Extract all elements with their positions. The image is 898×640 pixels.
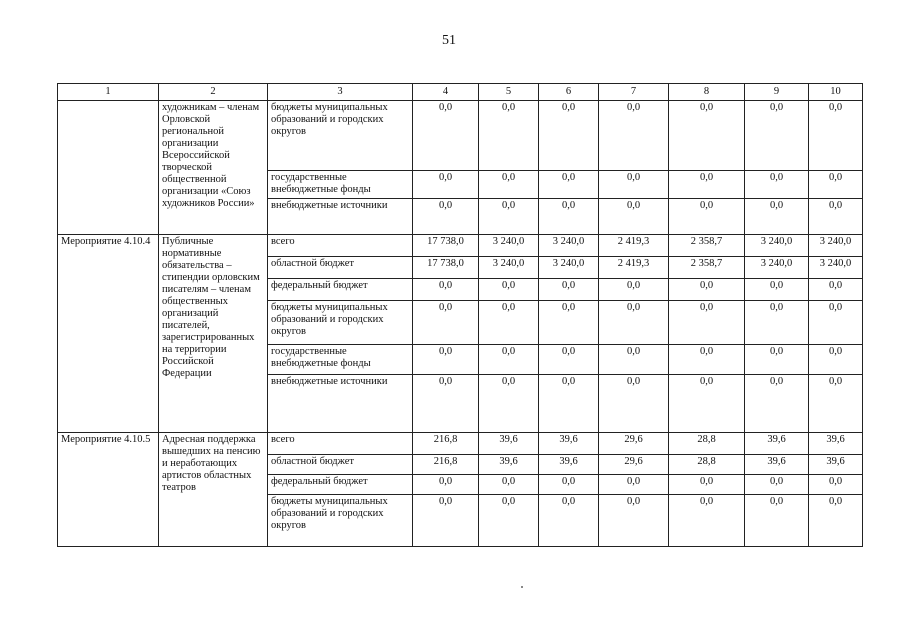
amount-cell: 0,0 bbox=[479, 199, 539, 235]
amount-cell: 39,6 bbox=[479, 455, 539, 475]
amount-cell: 0,0 bbox=[745, 375, 809, 433]
column-header: 1 bbox=[58, 84, 159, 101]
amount-cell: 17 738,0 bbox=[413, 257, 479, 279]
amount-cell: 3 240,0 bbox=[539, 235, 599, 257]
amount-cell: 0,0 bbox=[539, 375, 599, 433]
amount-cell: 0,0 bbox=[669, 345, 745, 375]
amount-cell: 0,0 bbox=[599, 345, 669, 375]
amount-cell: 3 240,0 bbox=[745, 235, 809, 257]
amount-cell: 0,0 bbox=[413, 345, 479, 375]
amount-cell: 2 358,7 bbox=[669, 235, 745, 257]
amount-cell: 216,8 bbox=[413, 433, 479, 455]
amount-cell: 0,0 bbox=[539, 171, 599, 199]
funding-source-cell: всего bbox=[268, 433, 413, 455]
amount-cell: 39,6 bbox=[745, 455, 809, 475]
amount-cell: 0,0 bbox=[413, 495, 479, 547]
amount-cell: 0,0 bbox=[539, 279, 599, 301]
amount-cell: 0,0 bbox=[669, 495, 745, 547]
funding-source-cell: государственные внебюджетные фонды bbox=[268, 171, 413, 199]
amount-cell: 0,0 bbox=[669, 475, 745, 495]
budget-table bbox=[57, 83, 863, 547]
amount-cell: 39,6 bbox=[809, 455, 863, 475]
amount-cell: 29,6 bbox=[599, 455, 669, 475]
funding-source-cell: федеральный бюджет bbox=[268, 475, 413, 495]
column-header: 6 bbox=[539, 84, 599, 101]
amount-cell: 0,0 bbox=[745, 199, 809, 235]
amount-cell: 3 240,0 bbox=[809, 257, 863, 279]
amount-cell: 0,0 bbox=[809, 301, 863, 345]
amount-cell: 0,0 bbox=[745, 495, 809, 547]
table-row bbox=[58, 235, 863, 257]
amount-cell: 0,0 bbox=[539, 475, 599, 495]
amount-cell: 17 738,0 bbox=[413, 235, 479, 257]
amount-cell: 0,0 bbox=[479, 375, 539, 433]
amount-cell: 0,0 bbox=[479, 475, 539, 495]
column-header: 8 bbox=[669, 84, 745, 101]
amount-cell: 0,0 bbox=[745, 301, 809, 345]
amount-cell: 0,0 bbox=[809, 475, 863, 495]
measure-id-cell: Мероприятие 4.10.5 bbox=[58, 433, 159, 547]
amount-cell: 0,0 bbox=[599, 279, 669, 301]
table-row bbox=[58, 101, 863, 171]
amount-cell: 0,0 bbox=[809, 279, 863, 301]
funding-source-cell: всего bbox=[268, 235, 413, 257]
amount-cell: 0,0 bbox=[479, 279, 539, 301]
amount-cell: 3 240,0 bbox=[539, 257, 599, 279]
column-header: 4 bbox=[413, 84, 479, 101]
funding-source-cell: государственные внебюджетные фонды bbox=[268, 345, 413, 375]
measure-description-cell: Адресная поддержка вышедших на пенсию и неработающих артистов областных театров bbox=[159, 433, 268, 547]
amount-cell: 3 240,0 bbox=[479, 235, 539, 257]
amount-cell: 0,0 bbox=[539, 199, 599, 235]
amount-cell: 2 419,3 bbox=[599, 257, 669, 279]
amount-cell: 0,0 bbox=[599, 495, 669, 547]
amount-cell: 0,0 bbox=[479, 495, 539, 547]
amount-cell: 0,0 bbox=[669, 101, 745, 171]
amount-cell: 0,0 bbox=[809, 495, 863, 547]
column-header: 5 bbox=[479, 84, 539, 101]
funding-source-cell: бюджеты муниципальных образований и городских округов bbox=[268, 495, 413, 547]
page-number: 51 bbox=[442, 33, 456, 48]
amount-cell: 0,0 bbox=[669, 199, 745, 235]
amount-cell: 0,0 bbox=[745, 345, 809, 375]
amount-cell: 0,0 bbox=[809, 199, 863, 235]
amount-cell: 2 419,3 bbox=[599, 235, 669, 257]
amount-cell: 29,6 bbox=[599, 433, 669, 455]
funding-source-cell: бюджеты муниципальных образований и городских округов bbox=[268, 101, 413, 171]
amount-cell: 39,6 bbox=[539, 433, 599, 455]
funding-source-cell: областной бюджет bbox=[268, 455, 413, 475]
amount-cell: 0,0 bbox=[809, 375, 863, 433]
funding-source-cell: областной бюджет bbox=[268, 257, 413, 279]
amount-cell: 0,0 bbox=[669, 375, 745, 433]
amount-cell: 3 240,0 bbox=[479, 257, 539, 279]
amount-cell: 0,0 bbox=[539, 345, 599, 375]
amount-cell: 216,8 bbox=[413, 455, 479, 475]
amount-cell: 0,0 bbox=[479, 171, 539, 199]
amount-cell: 0,0 bbox=[413, 199, 479, 235]
amount-cell: 39,6 bbox=[745, 433, 809, 455]
amount-cell: 0,0 bbox=[745, 279, 809, 301]
column-header: 3 bbox=[268, 84, 413, 101]
column-header: 10 bbox=[809, 84, 863, 101]
amount-cell: 0,0 bbox=[413, 375, 479, 433]
amount-cell: 0,0 bbox=[809, 171, 863, 199]
amount-cell: 3 240,0 bbox=[745, 257, 809, 279]
amount-cell: 3 240,0 bbox=[809, 235, 863, 257]
amount-cell: 0,0 bbox=[479, 345, 539, 375]
amount-cell: 0,0 bbox=[413, 279, 479, 301]
amount-cell: 0,0 bbox=[745, 475, 809, 495]
amount-cell: 0,0 bbox=[669, 301, 745, 345]
amount-cell: 0,0 bbox=[479, 101, 539, 171]
amount-cell: 39,6 bbox=[539, 455, 599, 475]
amount-cell: 0,0 bbox=[599, 475, 669, 495]
amount-cell: 2 358,7 bbox=[669, 257, 745, 279]
amount-cell: 0,0 bbox=[599, 199, 669, 235]
amount-cell: 28,8 bbox=[669, 433, 745, 455]
amount-cell: 0,0 bbox=[413, 171, 479, 199]
amount-cell: 0,0 bbox=[809, 101, 863, 171]
column-header: 7 bbox=[599, 84, 669, 101]
amount-cell: 39,6 bbox=[479, 433, 539, 455]
amount-cell: 0,0 bbox=[413, 101, 479, 171]
funding-source-cell: внебюджетные источники bbox=[268, 375, 413, 433]
amount-cell: 28,8 bbox=[669, 455, 745, 475]
funding-source-cell: федеральный бюджет bbox=[268, 279, 413, 301]
measure-description-cell: Публичные нормативные обязательства – стипендии орловским писателям – членам общественных организаций писателей, зарегистрированных на территории Российской Федерации bbox=[159, 235, 268, 433]
amount-cell: 0,0 bbox=[539, 101, 599, 171]
amount-cell: 0,0 bbox=[599, 101, 669, 171]
amount-cell: 0,0 bbox=[479, 301, 539, 345]
amount-cell: 0,0 bbox=[539, 301, 599, 345]
measure-id-cell bbox=[58, 101, 159, 235]
amount-cell: 0,0 bbox=[745, 101, 809, 171]
amount-cell: 39,6 bbox=[809, 433, 863, 455]
amount-cell: 0,0 bbox=[669, 279, 745, 301]
amount-cell: 0,0 bbox=[413, 301, 479, 345]
amount-cell: 0,0 bbox=[745, 171, 809, 199]
amount-cell: 0,0 bbox=[599, 375, 669, 433]
amount-cell: 0,0 bbox=[413, 475, 479, 495]
amount-cell: 0,0 bbox=[599, 301, 669, 345]
column-header: 9 bbox=[745, 84, 809, 101]
amount-cell: 0,0 bbox=[539, 495, 599, 547]
amount-cell: 0,0 bbox=[809, 345, 863, 375]
amount-cell: 0,0 bbox=[599, 171, 669, 199]
measure-id-cell: Мероприятие 4.10.4 bbox=[58, 235, 159, 433]
funding-source-cell: внебюджетные источники bbox=[268, 199, 413, 235]
funding-source-cell: бюджеты муниципальных образований и городских округов bbox=[268, 301, 413, 345]
amount-cell: 0,0 bbox=[669, 171, 745, 199]
table-row bbox=[58, 433, 863, 455]
header-row bbox=[58, 84, 863, 101]
scan-speck bbox=[521, 586, 523, 588]
measure-description-cell: художникам – членам Орловской региональной организации Всероссийской творческой общественной организации «Союз художников России» bbox=[159, 101, 268, 235]
column-header: 2 bbox=[159, 84, 268, 101]
